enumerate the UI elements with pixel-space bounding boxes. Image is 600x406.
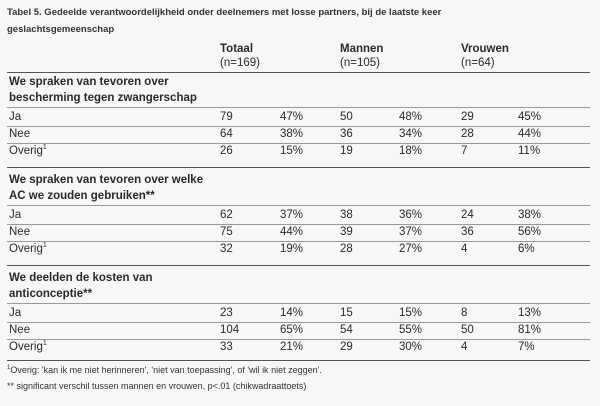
row-label: Ja: [9, 209, 22, 221]
cell: 56%: [518, 226, 542, 238]
row-label: Overig$^1$: [9, 340, 47, 353]
cell: 44%: [518, 128, 542, 140]
cell: 38%: [280, 128, 304, 140]
table-row: [9, 340, 589, 355]
cell: 33: [220, 341, 233, 353]
cell: 48%: [399, 111, 423, 123]
column-n: (n=169): [220, 57, 260, 69]
cell: 15: [340, 307, 353, 319]
cell: 24: [461, 209, 474, 221]
column-header-vrouwen: [461, 42, 509, 70]
cell: 29: [461, 111, 474, 123]
row-label: Nee: [9, 128, 31, 140]
table-row: [9, 208, 589, 223]
column-header-totaal: [220, 42, 260, 70]
section-title-line: We spraken van tevoren over welke: [9, 174, 204, 186]
cell: 50: [461, 324, 474, 336]
cell: 38%: [518, 209, 542, 221]
cell: 15%: [280, 145, 304, 157]
cell: 8: [461, 307, 468, 319]
row-label: Overig$^1$: [9, 144, 47, 157]
row-rule: [7, 107, 590, 108]
column-n: (n=105): [340, 57, 380, 69]
cell: 34%: [399, 128, 423, 140]
table-row: [9, 127, 589, 142]
table-row: [9, 306, 589, 321]
section-rule: [7, 167, 590, 168]
cell: 47%: [280, 111, 304, 123]
cell: 54: [340, 324, 353, 336]
cell: 27%: [399, 243, 423, 255]
row-rule: [7, 205, 590, 206]
cell: 65%: [280, 324, 304, 336]
section-title-line: anticonceptie**: [9, 288, 93, 300]
section-title-line: We spraken van tevoren over: [9, 76, 169, 88]
section-title: [9, 270, 249, 302]
row-label: Ja: [9, 111, 22, 123]
section-title-line: AC we zouden gebruiken**: [9, 190, 155, 202]
row-label: Nee: [9, 324, 31, 336]
cell: 11%: [518, 145, 541, 157]
column-n: (n=64): [461, 57, 495, 69]
cell: 55%: [399, 324, 423, 336]
section-title: [9, 74, 249, 106]
cell: 6%: [518, 243, 535, 255]
cell: 15%: [399, 307, 423, 319]
header-rule: [7, 72, 590, 73]
cell: 4: [461, 341, 468, 353]
cell: 30%: [399, 341, 423, 353]
cell: 19%: [280, 243, 304, 255]
table-caption: Tabel 5. Gedeelde verantwoordelijkheid onder deelnemers met losse partners, bij de laatste keer geslachtsgemeenschap: [7, 7, 442, 35]
column-header-mannen: [340, 42, 383, 70]
column-title: Vrouwen: [461, 43, 509, 55]
column-title: Mannen: [340, 43, 384, 55]
cell: 28: [461, 128, 474, 140]
footnote-2: ** significant verschil tussen mannen en vrouwen, p<.01 (chikwadraattoets): [7, 381, 307, 391]
cell: 37%: [399, 226, 423, 238]
section-rule: [7, 265, 590, 266]
row-label: Overig$^1$: [9, 242, 47, 255]
cell: 7: [461, 145, 468, 157]
cell: 44%: [280, 226, 304, 238]
cell: 79: [220, 111, 233, 123]
cell: 64: [220, 128, 233, 140]
cell: 62: [220, 209, 233, 221]
bottom-rule: [7, 360, 590, 361]
cell: 75: [220, 226, 233, 238]
cell: 37%: [280, 209, 304, 221]
cell: 32: [220, 243, 233, 255]
cell: 26: [220, 145, 233, 157]
table-row: [9, 225, 589, 240]
table-row: [9, 242, 589, 257]
row-rule: [7, 303, 590, 304]
cell: 50: [340, 111, 353, 123]
cell: 38: [340, 209, 353, 221]
cell: 7%: [518, 341, 535, 353]
row-label: Ja: [9, 307, 22, 319]
cell: 23: [220, 307, 233, 319]
cell: 4: [461, 243, 468, 255]
section-title: [9, 172, 249, 204]
table-row: [9, 110, 589, 125]
table-row: [9, 323, 589, 338]
cell: 18%: [399, 145, 423, 157]
cell: 28: [340, 243, 353, 255]
cell: 19: [340, 145, 353, 157]
cell: 81%: [518, 324, 542, 336]
cell: 36: [461, 226, 474, 238]
cell: 14%: [280, 307, 304, 319]
table-row: [9, 144, 589, 159]
cell: 104: [220, 324, 240, 336]
cell: 13%: [518, 307, 542, 319]
section-title-line: bescherming tegen zwangerschap: [9, 92, 197, 104]
cell: 45%: [518, 111, 542, 123]
cell: 36: [340, 128, 353, 140]
cell: 29: [340, 341, 353, 353]
cell: 39: [340, 226, 353, 238]
section-title-line: We deelden de kosten van: [9, 272, 153, 284]
cell: 36%: [399, 209, 423, 221]
footnote-1: $^1$Overig: 'kan ik me niet herinneren', 'niet van toepassing', of 'wil ik niet zeggen'.: [7, 365, 322, 375]
row-label: Nee: [9, 226, 31, 238]
cell: 21%: [280, 341, 304, 353]
column-title: Totaal: [220, 43, 254, 55]
